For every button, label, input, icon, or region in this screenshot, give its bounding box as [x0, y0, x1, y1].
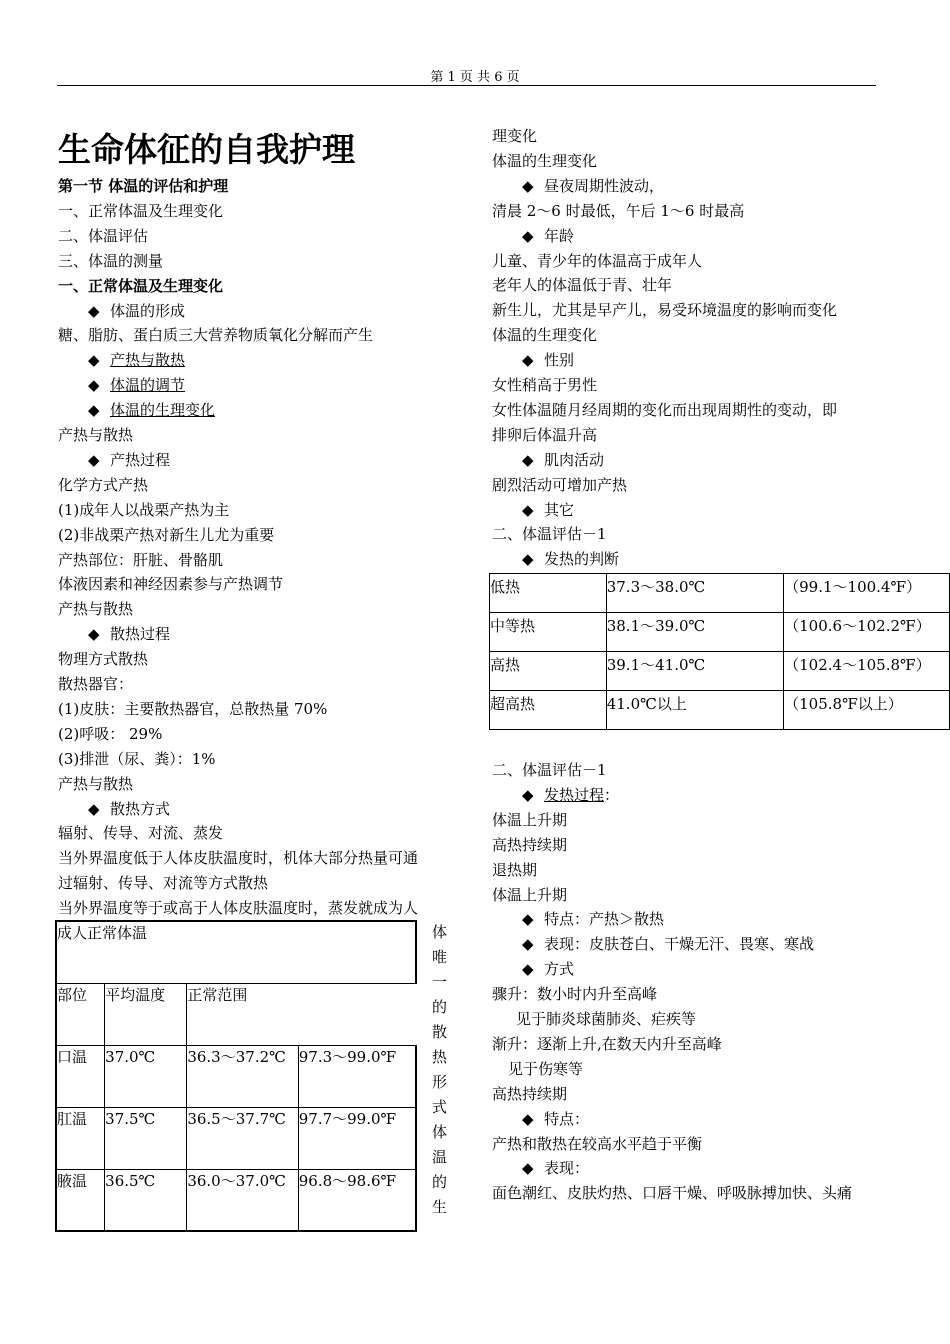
diamond-bullet-icon: ◆: [522, 450, 534, 469]
diamond-bullet-icon: ◆: [88, 799, 100, 818]
line-text: 体液因素和神经因素参与产热调节: [58, 575, 284, 594]
line-text: 产热与散热: [110, 351, 186, 370]
line-text: 表现：皮肤苍白、干燥无汗、畏寒、寒战: [544, 935, 815, 954]
line-text: 清晨 2～6 时最低，午后 1～6 时最高: [492, 201, 745, 220]
line-text: (2)非战栗产热对新生儿尤为重要: [58, 525, 275, 544]
text-line: [58, 722, 162, 747]
line-text: 渐升：逐渐上升,在数天内升至高峰: [492, 1034, 722, 1053]
vertical-char: 体: [432, 923, 448, 941]
line-text: 特点：: [544, 1109, 590, 1128]
table-cell: 36.0～37.0℃: [187, 1169, 298, 1231]
fever-grade-table: [489, 573, 950, 730]
text-line: [522, 907, 664, 932]
table-row: [490, 691, 950, 730]
text-line: [58, 473, 148, 498]
text-line: [88, 797, 170, 822]
text-line: [88, 373, 185, 398]
normal-temperature-table: [55, 920, 417, 1232]
header-rule: [57, 85, 876, 86]
line-text: (1)成年人以战栗产热为主: [58, 500, 230, 519]
line-text: 体温上升期: [492, 885, 568, 904]
line-text: 见于伤寒等: [508, 1059, 584, 1078]
table-cell: （105.8℉以上）: [784, 691, 950, 730]
text-line: [522, 224, 574, 249]
line-text: (2)呼吸： 29%: [58, 724, 163, 743]
line-text: 产热与散热: [58, 426, 134, 444]
text-line: [522, 348, 574, 373]
text-line: [58, 224, 148, 249]
text-line: [88, 448, 170, 473]
text-line: [58, 323, 373, 348]
text-line: [492, 124, 537, 149]
line-text: 一、正常体温及生理变化: [58, 276, 224, 295]
text-line: [58, 548, 223, 573]
line-text: 肌肉活动: [544, 450, 605, 469]
line-text: 方式: [544, 960, 575, 979]
table-cell: 36.5～37.7℃: [187, 1107, 298, 1169]
diamond-bullet-icon: ◆: [522, 500, 534, 519]
table-row: [56, 1045, 416, 1107]
line-text: 性别: [544, 351, 575, 370]
line-text: 高热持续期: [492, 835, 568, 854]
table-cell: 96.8～98.6℉: [298, 1169, 416, 1231]
document-title: 生命体征的自我护理: [58, 130, 355, 169]
line-text: 新生儿，尤其是早产儿，易受环境温度的影响而变化: [492, 301, 838, 320]
diamond-bullet-icon: ◆: [522, 226, 534, 245]
vertical-char: 热: [432, 1048, 448, 1066]
line-text: 见于肺炎球菌肺炎、疟疾等: [516, 1010, 697, 1028]
diamond-bullet-icon: ◆: [522, 910, 534, 929]
table-cell: 97.7～99.0℉: [298, 1107, 416, 1169]
vertical-char: 温: [432, 1148, 448, 1166]
text-line: [492, 373, 597, 398]
table-row: [490, 652, 950, 691]
table-cell: 超高热: [490, 691, 607, 730]
text-line: [492, 149, 597, 174]
line-text: 女性体温随月经周期的变化而出现周期性的变动，即: [492, 400, 838, 419]
line-text: 二、体温评估: [58, 226, 149, 245]
diamond-bullet-icon: ◆: [88, 450, 100, 469]
line-text: 产热与散热: [58, 774, 134, 793]
vertical-char: 形: [432, 1073, 448, 1091]
text-line: [58, 597, 133, 622]
vertical-char: 生: [432, 1198, 448, 1216]
text-line: [492, 249, 702, 274]
text-line: [58, 672, 133, 697]
table-row: [56, 1169, 416, 1231]
text-line: [492, 758, 607, 783]
line-suffix: ：: [604, 785, 620, 804]
line-text: 年龄: [544, 226, 575, 245]
diamond-bullet-icon: ◆: [88, 351, 100, 370]
text-line: [522, 547, 619, 572]
line-text: 物理方式散热: [58, 650, 149, 669]
table-cell: 97.3～99.0℉: [298, 1045, 416, 1107]
diamond-bullet-icon: ◆: [522, 935, 534, 954]
text-line: [58, 772, 133, 797]
diamond-bullet-icon: ◆: [522, 176, 534, 195]
vertical-char: 唯: [432, 948, 448, 966]
table-cell: 37.0℃: [105, 1045, 187, 1107]
line-text: 二、体温评估－1: [492, 525, 607, 544]
table-cell: 38.1～39.0℃: [606, 613, 783, 652]
text-line: [492, 883, 567, 908]
text-line: [88, 299, 185, 324]
line-text: 老年人的体温低于青、壮年: [492, 276, 673, 295]
table-header-cell: 正常范围: [187, 983, 416, 1045]
line-text: 散热过程: [110, 625, 171, 644]
text-line: [522, 783, 619, 808]
text-line: [492, 1082, 567, 1107]
text-line: [522, 957, 574, 982]
text-line: [492, 833, 567, 858]
line-text: 面色潮红、皮肤灼热、口唇干燥、呼吸脉搏加快、头痛: [492, 1184, 853, 1203]
text-line: [58, 572, 283, 597]
page-header: 第 1 页 共 6 页: [430, 70, 520, 85]
line-text: 产热与散热: [58, 600, 134, 619]
vertical-char: 体: [432, 1123, 448, 1141]
text-line: [492, 522, 607, 547]
text-line: [492, 858, 537, 883]
table-caption: 成人正常体温: [56, 921, 416, 983]
table-cell: 高热: [490, 652, 607, 691]
line-text: 退热期: [492, 860, 538, 879]
text-line: [58, 871, 268, 896]
line-text: 当外界温度低于人体皮肤温度时，机体大部分热量可通: [58, 849, 419, 868]
line-text: 儿童、青少年的体温高于成年人: [492, 251, 703, 270]
text-line: [58, 821, 223, 846]
text-line: [88, 398, 215, 423]
diamond-bullet-icon: ◆: [522, 960, 534, 979]
text-line: [492, 199, 744, 224]
text-line: [58, 747, 216, 772]
line-text: 排卵后体温升高: [492, 425, 598, 444]
table-cell: 37.3～38.0℃: [606, 574, 783, 613]
text-line: [508, 1057, 583, 1082]
text-line: [58, 174, 228, 199]
diamond-bullet-icon: ◆: [88, 301, 100, 320]
diamond-bullet-icon: ◆: [88, 625, 100, 644]
line-text: 体温的生理变化: [110, 401, 216, 420]
text-line: [492, 423, 597, 448]
table-cell: （99.1～100.4℉）: [784, 574, 950, 613]
text-line: [522, 932, 814, 957]
text-line: [58, 199, 223, 224]
table-cell: 36.3～37.2℃: [187, 1045, 298, 1107]
line-text: 高热持续期: [492, 1084, 568, 1103]
diamond-bullet-icon: ◆: [522, 1159, 534, 1178]
line-text: (3)排泄（尿、粪）：1%: [58, 749, 216, 768]
vertical-char: 的: [432, 1173, 448, 1191]
line-text: 发热的判断: [544, 550, 620, 569]
vertical-char: 散: [432, 1023, 448, 1041]
text-line: [492, 1181, 852, 1206]
table-cell: 低热: [490, 574, 607, 613]
line-text: 第一节 体温的评估和护理: [58, 177, 229, 195]
line-text: 体温的调节: [110, 376, 186, 395]
line-text: 体温上升期: [492, 810, 568, 829]
text-line: [58, 846, 418, 871]
table-cell: 腋温: [56, 1169, 105, 1231]
text-line: [516, 1007, 696, 1032]
text-line: [88, 348, 185, 373]
table-cell: （100.6～102.2℉）: [784, 613, 950, 652]
line-text: 过辐射、传导、对流等方式散热: [58, 874, 269, 893]
line-text: 女性稍高于男性: [492, 376, 598, 394]
text-line: [58, 697, 327, 722]
diamond-bullet-icon: ◆: [522, 785, 534, 804]
table-cell: 41.0℃以上: [606, 691, 783, 730]
text-line: [522, 1107, 589, 1132]
line-text: 散热器官：: [58, 675, 134, 693]
vertical-char: 式: [432, 1098, 448, 1116]
text-line: [492, 982, 657, 1007]
line-text: 体温的生理变化: [492, 326, 598, 345]
diamond-bullet-icon: ◆: [522, 1109, 534, 1128]
diamond-bullet-icon: ◆: [88, 401, 100, 420]
line-text: 特点：产热＞散热: [544, 910, 665, 929]
table-cell: （102.4～105.8℉）: [784, 652, 950, 691]
text-line: [522, 1156, 589, 1181]
line-text: 昼夜周期性波动，: [544, 176, 665, 195]
text-line: [522, 448, 604, 473]
table-row: [56, 1107, 416, 1169]
text-line: [492, 273, 672, 298]
vertical-char: 的: [432, 998, 448, 1016]
table-cell: 口温: [56, 1045, 105, 1107]
vertical-text: [432, 920, 450, 1220]
line-text: 散热方式: [110, 799, 171, 818]
table-row: [490, 613, 950, 652]
line-text: 辐射、传导、对流、蒸发: [58, 824, 224, 843]
diamond-bullet-icon: ◆: [522, 550, 534, 569]
text-line: [58, 523, 274, 548]
line-text: 理变化: [492, 127, 538, 145]
table-row: [490, 574, 950, 613]
line-text: 体温的生理变化: [492, 151, 598, 170]
text-line: [88, 622, 170, 647]
line-text: 发热过程: [544, 785, 605, 804]
line-text: 当外界温度等于或高于人体皮肤温度时，蒸发就成为人: [58, 899, 419, 918]
text-line: [492, 473, 627, 498]
text-line: [58, 498, 229, 523]
line-text: 产热过程: [110, 450, 171, 469]
line-text: 一、正常体温及生理变化: [58, 201, 224, 220]
table-header-cell: 平均温度: [105, 983, 187, 1045]
line-text: 三、体温的测量: [58, 251, 164, 270]
line-text: (1)皮肤：主要散热器官，总散热量 70%: [58, 699, 328, 718]
line-text: 产热和散热在较高水平趋于平衡: [492, 1134, 703, 1153]
text-line: [492, 298, 837, 323]
vertical-char: 一: [432, 973, 448, 991]
line-text: 剧烈活动可增加产热: [492, 475, 628, 494]
line-text: 化学方式产热: [58, 475, 149, 494]
table-cell: 中等热: [490, 613, 607, 652]
table-cell: 肛温: [56, 1107, 105, 1169]
table-cell: 39.1～41.0℃: [606, 652, 783, 691]
table-header-cell: 部位: [56, 983, 105, 1045]
text-line: [492, 1032, 722, 1057]
text-line: [492, 1132, 702, 1157]
line-text: 糖、脂肪、蛋白质三大营养物质氧化分解而产生: [58, 326, 374, 345]
text-line: [492, 808, 567, 833]
diamond-bullet-icon: ◆: [522, 351, 534, 370]
table-cell: 36.5℃: [105, 1169, 187, 1231]
diamond-bullet-icon: ◆: [88, 376, 100, 395]
line-text: 其它: [544, 500, 575, 519]
line-text: 骤升：数小时内升至高峰: [492, 985, 658, 1004]
text-line: [58, 647, 148, 672]
text-line: [522, 498, 574, 523]
text-line: [492, 323, 597, 348]
text-line: [522, 174, 664, 199]
text-line: [58, 274, 223, 299]
line-text: 二、体温评估－1: [492, 761, 607, 779]
text-line: [58, 249, 163, 274]
table-cell: 37.5℃: [105, 1107, 187, 1169]
line-text: 体温的形成: [110, 301, 186, 320]
line-text: 表现：: [544, 1159, 590, 1178]
text-line: [58, 896, 418, 921]
line-text: 产热部位：肝脏、骨骼肌: [58, 550, 224, 569]
text-line: [492, 398, 837, 423]
text-line: [58, 423, 133, 448]
